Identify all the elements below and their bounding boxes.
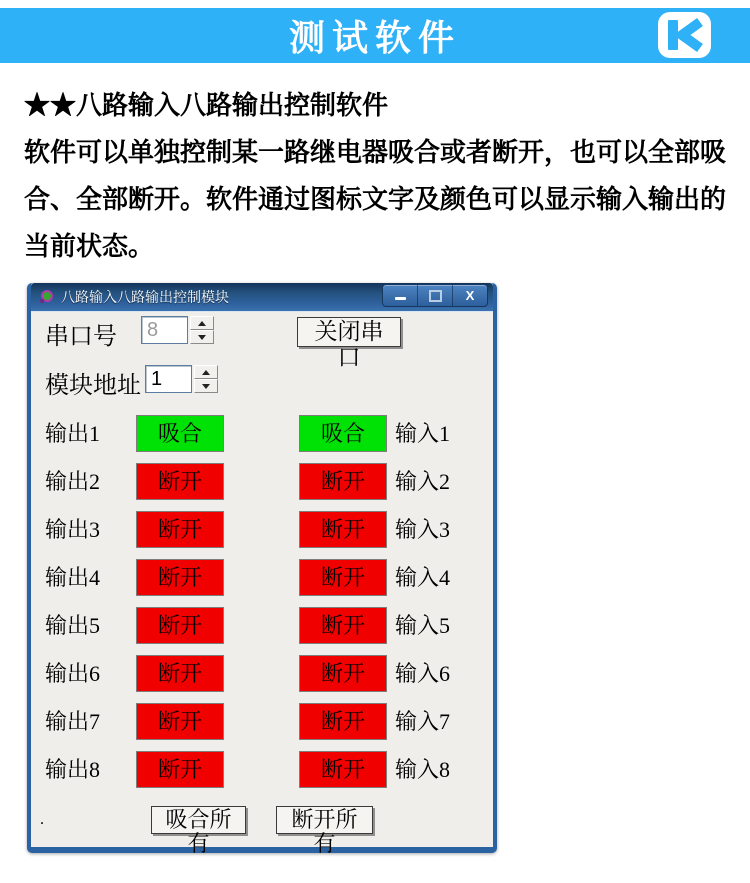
input-label: 输入7: [395, 709, 451, 734]
input-label: 输入4: [395, 565, 451, 590]
output-state-button[interactable]: 断开: [136, 751, 224, 788]
intro-line: 合、全部断开。软件通过图标文字及颜色可以显示输入输出的: [24, 185, 727, 214]
input-state-indicator: 吸合: [299, 415, 387, 452]
input-label: 输入6: [395, 661, 451, 686]
channel-row-7: [31, 703, 493, 740]
serial-spin-up-button[interactable]: [190, 316, 214, 330]
channel-row-1: [31, 415, 493, 452]
output-label: 输出5: [45, 613, 101, 638]
intro-heading: ★★八路输入八路输出控制软件: [24, 91, 389, 120]
input-label: 输入1: [395, 421, 451, 446]
output-label: 输出1: [45, 421, 101, 446]
intro-line: 软件可以单独控制某一路继电器吸合或者断开，也可以全部吸: [24, 138, 727, 167]
output-label: 输出2: [45, 469, 101, 494]
spin-up-icon: [202, 370, 210, 375]
serial-spin-down-button[interactable]: [190, 330, 214, 344]
close-serial-button[interactable]: 关闭串口: [297, 317, 401, 347]
serial-port-spinner: [141, 316, 214, 344]
maximize-icon: [429, 290, 442, 302]
module-spin-down-button[interactable]: [194, 379, 218, 393]
output-label: 输出3: [45, 517, 101, 542]
window-title: 八路输入八路输出控制模块: [61, 289, 229, 305]
serial-port-input[interactable]: [141, 316, 188, 344]
disconnect-all-button[interactable]: 断开所有: [276, 806, 373, 834]
module-spin-up-button[interactable]: [194, 365, 218, 379]
input-state-indicator: 断开: [299, 559, 387, 596]
window-titlebar[interactable]: [31, 283, 493, 311]
input-state-indicator: 断开: [299, 703, 387, 740]
input-label: 输入2: [395, 469, 451, 494]
intro-text: [24, 82, 740, 270]
channel-row-5: [31, 607, 493, 644]
output-label: 输出7: [45, 709, 101, 734]
module-address-spinner: [145, 365, 218, 393]
channel-row-4: [31, 559, 493, 596]
stray-dot: .: [40, 811, 44, 828]
module-address-input[interactable]: [145, 365, 192, 393]
input-state-indicator: 断开: [299, 607, 387, 644]
channel-row-2: [31, 463, 493, 500]
maximize-button[interactable]: [418, 285, 453, 306]
output-label: 输出6: [45, 661, 101, 686]
input-label: 输入5: [395, 613, 451, 638]
output-label: 输出8: [45, 757, 101, 782]
output-state-button[interactable]: 断开: [136, 511, 224, 548]
app-window: [27, 283, 497, 856]
input-state-indicator: 断开: [299, 463, 387, 500]
output-state-button[interactable]: 断开: [136, 703, 224, 740]
minimize-icon: [395, 297, 406, 300]
module-address-label: 模块地址: [45, 373, 141, 399]
spin-up-icon: [198, 321, 206, 326]
output-state-button[interactable]: 断开: [136, 607, 224, 644]
output-state-button[interactable]: 断开: [136, 559, 224, 596]
window-controls: [382, 284, 488, 307]
channel-row-8: [31, 751, 493, 788]
window-client-area: [31, 311, 493, 856]
app-icon: [38, 289, 54, 305]
minimize-button[interactable]: [383, 285, 418, 306]
channel-row-3: [31, 511, 493, 548]
page-header: [0, 8, 750, 63]
engage-all-button[interactable]: 吸合所有: [151, 806, 246, 834]
serial-port-label: 串口号: [45, 324, 117, 350]
output-state-button[interactable]: 断开: [136, 655, 224, 692]
serial-port-spin-buttons: [190, 316, 214, 344]
page-title: 测试软件: [288, 18, 461, 58]
output-state-button[interactable]: 吸合: [136, 415, 224, 452]
input-label: 输入8: [395, 757, 451, 782]
input-state-indicator: 断开: [299, 511, 387, 548]
brand-k-logo-icon: [658, 12, 711, 58]
intro-line: 当前状态。: [24, 232, 155, 261]
module-address-spin-buttons: [194, 365, 218, 393]
channel-row-6: [31, 655, 493, 692]
output-state-button[interactable]: 断开: [136, 463, 224, 500]
output-label: 输出4: [45, 565, 101, 590]
close-button[interactable]: [453, 285, 487, 306]
spin-down-icon: [198, 335, 206, 340]
input-state-indicator: 断开: [299, 655, 387, 692]
input-label: 输入3: [395, 517, 451, 542]
spin-down-icon: [202, 384, 210, 389]
close-icon: X: [465, 288, 475, 303]
input-state-indicator: 断开: [299, 751, 387, 788]
